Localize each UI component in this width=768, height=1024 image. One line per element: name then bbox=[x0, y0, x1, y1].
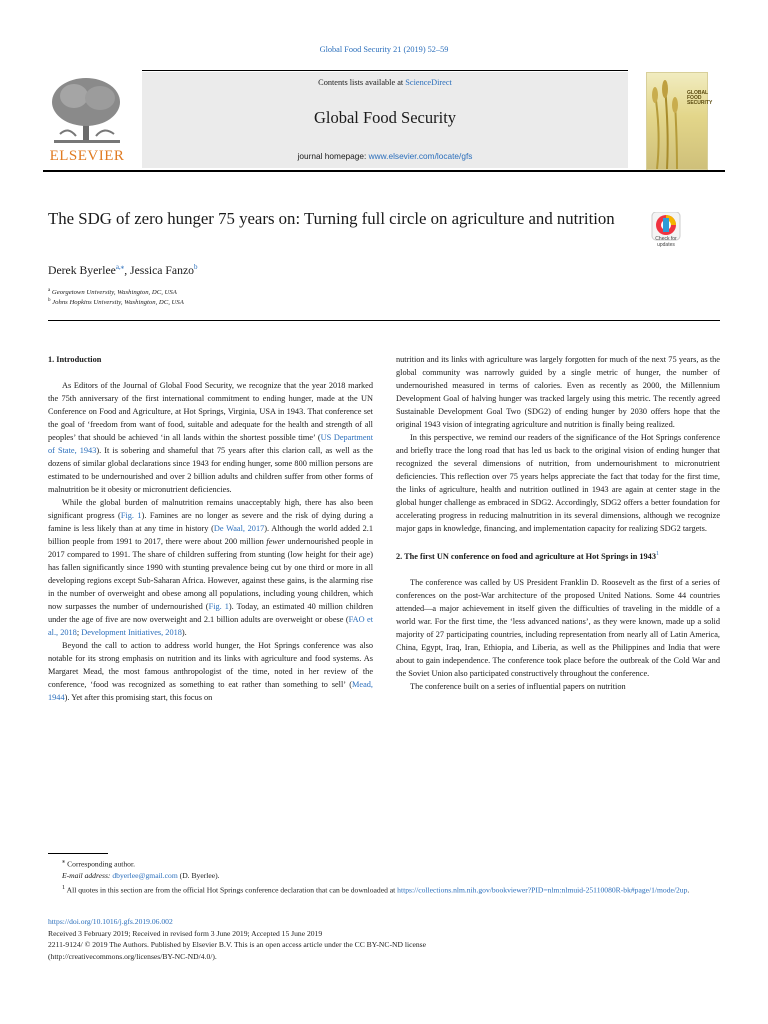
author-affil-sup[interactable]: a,⁎ bbox=[115, 263, 125, 271]
affil-text: Johns Hopkins University, Washington, DC, USA bbox=[52, 299, 184, 307]
author-name: Jessica Fanzo bbox=[130, 263, 194, 277]
sciencedirect-link[interactable]: ScienceDirect bbox=[405, 78, 452, 87]
tree-icon bbox=[46, 74, 128, 148]
affil-sup: b bbox=[48, 298, 51, 303]
article-title: The SDG of zero hunger 75 years on: Turning full circle on agriculture and nutrition bbox=[48, 209, 615, 228]
journal-citation-link[interactable]: Global Food Security 21 (2019) 52–59 bbox=[319, 45, 449, 54]
header-bottom-rule bbox=[43, 170, 725, 172]
wheat-icon bbox=[647, 73, 687, 169]
figure-link[interactable]: Fig. 1 bbox=[120, 511, 142, 520]
footnote-url-link[interactable]: https://collections.nlm.nih.gov/bookviewer?PID=nlm:nlmuid-25110080R-bk#page/1/mode/2up bbox=[397, 885, 688, 895]
author-affil-sup[interactable]: b bbox=[193, 263, 198, 271]
journal-citation[interactable] bbox=[0, 45, 768, 54]
email-link[interactable]: dbyerlee@gmail.com bbox=[112, 871, 178, 881]
section-heading: 1. Introduction bbox=[48, 355, 102, 364]
license-line: 2211-9124/ © 2019 The Authors. Published by Elsevier B.V. This is an open access article under the CC BY-NC-ND license bbox=[48, 940, 426, 950]
header-top-rule bbox=[142, 70, 628, 71]
footnote-rule bbox=[48, 853, 108, 854]
figure-link[interactable]: Fig. 1 bbox=[208, 602, 229, 611]
paragraph: nutrition and its links with agriculture was largely forgotten for much of the next 75 years, as the global community was narrowly guided by a single metric of hunger, the number of undernourished measured in terms of calories. Even as recently as 2000, the Millennium Development Goal of halving hunger was tracked largely using this metric. The recently agreed Sustainable Development Goal Two (SDG2) of ending hunger by 2030 offers hope that the original 1943 vision of integrating agriculture and nutrition is finally being realized. bbox=[396, 355, 720, 429]
elsevier-tree-logo[interactable] bbox=[46, 74, 128, 166]
received-dates: Received 3 February 2019; Received in revised form 3 June 2019; Accepted 15 June 2019 bbox=[48, 928, 323, 938]
journal-homepage bbox=[142, 151, 628, 161]
affiliation bbox=[48, 298, 184, 306]
doi-link[interactable]: https://doi.org/10.1016/j.gfs.2019.06.002 bbox=[48, 917, 173, 926]
reference-link[interactable]: US Department of State, 1943 bbox=[48, 433, 373, 455]
paragraph: Beyond the call to action to address world hunger, the Hot Springs conference was also notable for its strong emphasis on nutrition and its links with agriculture and food systems. As Margaret Mead, the most famous anthropologist of the time, noted in her review of the conference, ‘food was recognized as something to eat rather than something to sell’ (Mead, 1944). Yet after this promising start, this focus on bbox=[48, 641, 373, 702]
contents-prefix: Contents lists available at bbox=[318, 78, 406, 87]
body-left-column bbox=[48, 353, 373, 704]
license-url: (http://creativecommons.org/licenses/BY-NC-ND/4.0/). bbox=[48, 951, 217, 961]
homepage-prefix: journal homepage: bbox=[297, 151, 369, 161]
cover-title: GLOBAL FOOD SECURITY bbox=[687, 90, 713, 106]
affil-sup: a bbox=[48, 288, 51, 293]
affiliation bbox=[48, 288, 177, 296]
reference-link[interactable]: Development Initiatives, 2018 bbox=[81, 628, 182, 637]
journal-cover-thumbnail[interactable] bbox=[646, 72, 713, 170]
footnote-1: $^1$ All quotes in this section are from the official Hot Springs conference declaration that can be downloaded at https://collections.nlm.nih.gov/bookviewer?PID=nlm:nlmuid-25110080R-bk#page/1/mode/2up. bbox=[62, 883, 690, 895]
corresponding-note: ⁎ Corresponding author. bbox=[62, 858, 135, 869]
email-note: E-mail address: dbyerlee@gmail.com (D. Byerlee). bbox=[62, 871, 220, 881]
paragraph: As Editors of the Journal of Global Food Security, we recognize that the year 2018 marked the 75th anniversary of the first international commitment to ending hunger, made at the UN Conference on Food and Agriculture, at Hot Springs, Virginia, USA in 1943. That conference set the goal of ‘freedom from want of food, suitable and adequate for the health and strength of all peoples’ that should be achieved ‘in all lands within the shortest possible time’ (US Department of State, 1943). It is sobering and shameful that 75 years after this clarion call, as well as the dozens of similar global declarations since 1943 for ending hunger, some 800 million persons are estimated to be undernourished and over 2 billion adults and children suffer from other forms of malnutrition be it obesity or micronutrient deficiencies. bbox=[48, 381, 373, 494]
journal-name: Global Food Security bbox=[313, 108, 457, 127]
crossmark-label: Check for updates bbox=[655, 236, 677, 248]
section-rule bbox=[48, 320, 720, 321]
reference-link[interactable]: FAO et al., 2018 bbox=[48, 615, 373, 637]
section-heading: 2. The first UN conference on food and agriculture at Hot Springs in 1943$^1$ bbox=[396, 551, 659, 561]
footnote-marker[interactable]: 1 bbox=[655, 551, 659, 557]
contents-line bbox=[142, 78, 628, 87]
paragraph: The conference built on a series of influential papers on nutrition bbox=[410, 681, 626, 691]
paragraph: While the global burden of malnutrition remains unacceptably high, there has also been significant progress (Fig. 1). Famines are no longer as severe and the risk of dying during a famine is less likely than at any time in history (De Waal, 2017). Although the world added 2.1 billion people from 1991 to 2017, there were about 200 million fewer undernourished people in 2017 compared to 1991. The share of children suffering from stunting (low height for their age) has fallen significantly since 1990 with stunting prevalence being cut by one third or more in all developing regions except Sub-Saharan Africa. However, against these gains, is the alarming rise in the number of overweight and obese among all populations, including young children, which now surpasses the number of undernourished (Fig. 1). Today, an estimated 40 million children under the age of five are now overweight and 2.1 billion adults are overweight or obese (FAO et al., 2018; Development Initiatives, 2018). bbox=[48, 498, 373, 637]
homepage-link[interactable]: www.elsevier.com/locate/gfs bbox=[368, 151, 473, 161]
affil-text: Georgetown University, Washington, DC, USA bbox=[51, 289, 177, 297]
reference-link[interactable]: Mead, 1944 bbox=[48, 680, 373, 702]
author-list bbox=[48, 263, 197, 277]
reference-link[interactable]: De Waal, 2017 bbox=[213, 524, 265, 533]
elsevier-wordmark: ELSEVIER bbox=[49, 148, 125, 164]
author-separator: , bbox=[124, 263, 131, 277]
paragraph: In this perspective, we remind our readers of the significance of the Hot Springs conference and briefly trace the long road that has led us back to the original vision of ending hunger that recognized the several dimensions of nutrition, from undernourishment to micronutrient deficiencies. This reflection over 75 years helps appreciate the fact that today for the first time, the links of agriculture, health and nutrition outlined in 1943 are again at center stage in the global hunger challenge as embraced in SDG2. Accordingly, SDG2 offers a better foundation for accelerating progress in reducing malnutrition in its several dimensions, although we recognize major gaps in knowledge, financing, and implementation capacity for realizing SDG2 targets. bbox=[396, 433, 720, 533]
crossmark-badge bbox=[646, 212, 686, 256]
body-right-column bbox=[396, 353, 720, 693]
author-name: Derek Byerlee bbox=[48, 263, 116, 277]
paragraph: The conference was called by US President Franklin D. Roosevelt as the first of a series of conferences on the post-War architecture of the proposed United Nations. Some 44 countries attended—a major achievement in itself given the difficulties of traveling in the middle of a world war. For the first time, the ‘less advanced nations’, as they were known, made up a solid majority of 27 participating countries, including representation from nearly all of Latin America, China, Egypt, Iraq, Iran, Ethiopia, and Liberia, as well as the Philippines and India that were about to gain independence. The conference took place before the outbreak of the Cold War and the Soviet Union also participated constructively throughout the conference. bbox=[396, 577, 720, 678]
article-meta bbox=[48, 916, 720, 962]
crossmark-icon[interactable] bbox=[646, 212, 686, 256]
footnotes bbox=[48, 856, 720, 896]
